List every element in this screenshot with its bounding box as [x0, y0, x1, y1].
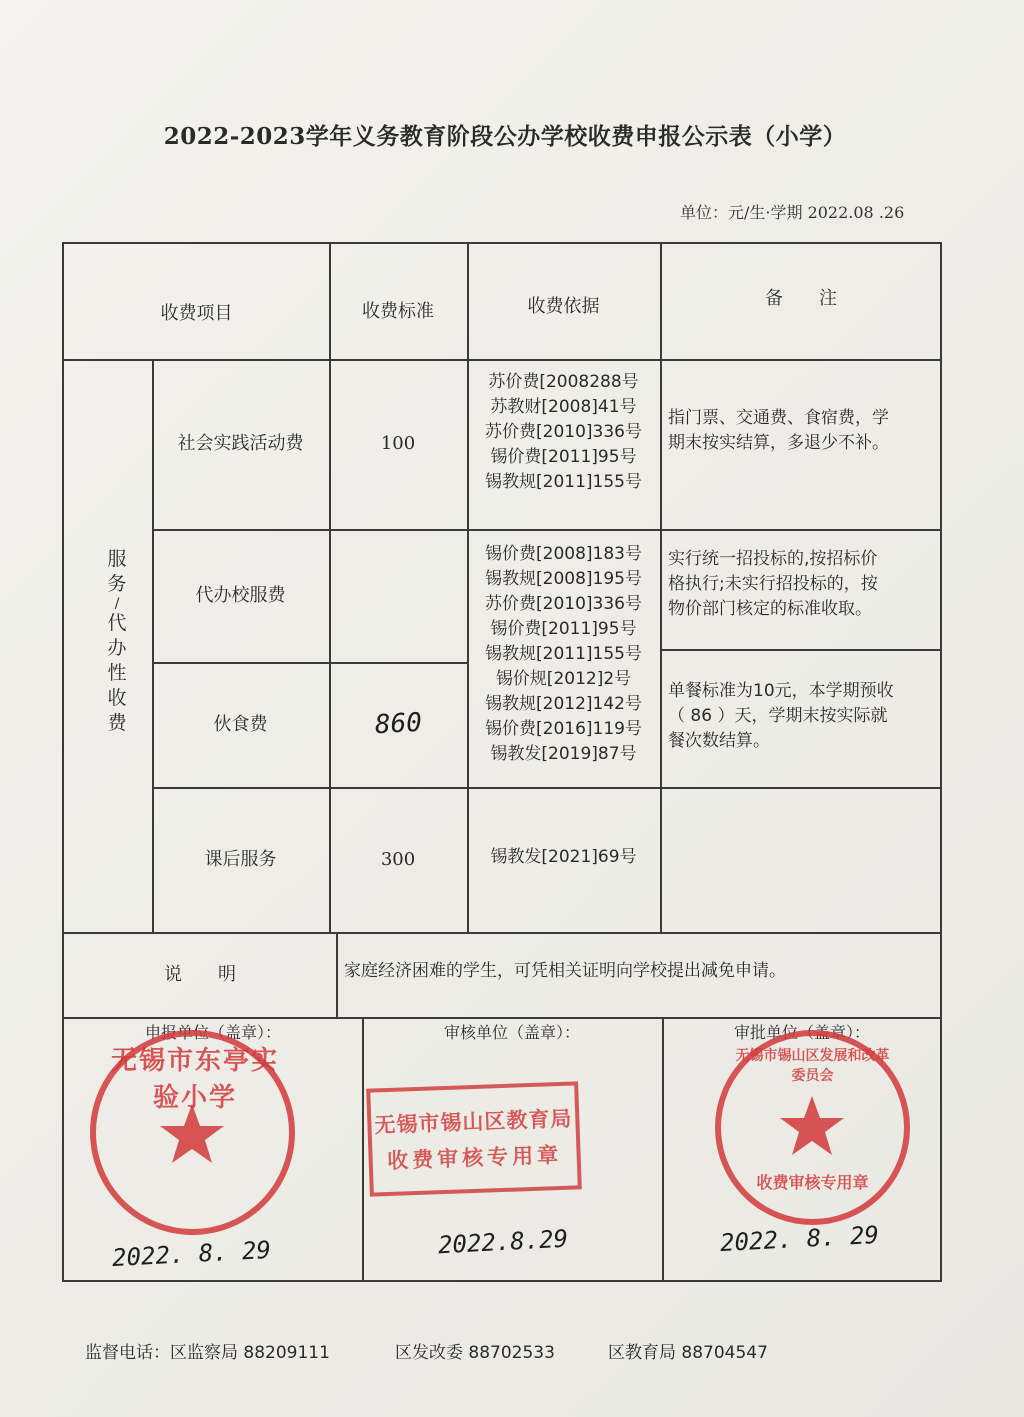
- explanation-text: 家庭经济困难的学生，可凭相关证明向学校提出减免申请。: [344, 961, 786, 981]
- education-bureau-seal: 无锡市锡山区教育局 收费审核专用章: [366, 1081, 582, 1196]
- signature-label-reviewer: 审核单位（盖章）：: [443, 1022, 580, 1042]
- header-standard: 收费标准: [362, 300, 434, 322]
- footer-development-commission: 区发改委 88702533: [395, 1343, 555, 1363]
- basis-after-school: 锡教发[2021]69号: [490, 846, 637, 867]
- commission-seal-subtext: 收费审核专用章: [756, 1173, 869, 1192]
- column-divider: [660, 359, 662, 932]
- item-after-school: 课后服务: [204, 848, 277, 870]
- basis-shared: 锡价费[2008]183号 锡教规[2008]195号 苏价费[2010]336号 锡价费[2011]95号 锡教规[2011]155号 锡价规[2012]2号 锡教规[2012]142号 锡价费[2016]119号 锡教发[2019]87号: [485, 544, 642, 764]
- date-applicant: 2022. 8. 29: [111, 1235, 272, 1273]
- standard-after-school: 300: [380, 848, 416, 870]
- school-seal-text: 无锡市东亭实验小学: [110, 1046, 279, 1113]
- standard-meals: 860: [373, 707, 423, 740]
- explanation-label: 说 明: [164, 963, 236, 985]
- column-divider: [336, 932, 338, 1017]
- footer-education-bureau: 区教育局 88704547: [608, 1343, 768, 1363]
- row-divider: [660, 649, 942, 651]
- date-reviewer: 2022.8.29: [437, 1224, 569, 1260]
- header-basis: 收费依据: [527, 295, 600, 317]
- date-approver: 2022. 8. 29: [719, 1220, 880, 1258]
- item-meals: 伙食费: [213, 713, 268, 735]
- basis-social-practice: 苏价费[2008288号 苏教财[2008]41号 苏价费[2010]336号 锡价费[2011]95号 锡教规[2011]155号: [485, 372, 642, 492]
- standard-social-practice: 100: [380, 433, 416, 455]
- remark-meals: 单餐标准为10元，本学期预收 （ 86 ）天，学期末按实际就 餐次数结算。: [668, 681, 894, 751]
- commission-seal-text: 无锡市锡山区发展和改革委员会: [735, 1048, 890, 1084]
- remark-uniform: 实行统一招投标的,按招标价 格执行;未实行招投标的，按 物价部门核定的标准收取。: [668, 549, 878, 619]
- unit-date-line: 单位：元/生·学期 2022.08 .26: [680, 203, 905, 222]
- remark-social-practice: 指门票、交通费、食宿费，学 期末按实结算，多退少不补。: [668, 408, 889, 453]
- header-remark: 备 注: [765, 288, 837, 310]
- column-divider: [662, 1017, 664, 1282]
- item-uniform: 代办校服费: [195, 584, 286, 606]
- item-social-practice: 社会实践活动费: [177, 433, 304, 455]
- document-title: 2022-2023学年义务教育阶段公办学校收费申报公示表（小学）: [163, 123, 847, 150]
- signature-label-approver: 审批单位（盖章）：: [733, 1022, 870, 1042]
- footer-monitor-label: 监督电话：区监察局 88209111: [85, 1343, 330, 1363]
- category-label: 服 务 / 代 办 性 收 费: [107, 548, 127, 734]
- signature-label-applicant: 申报单位（盖章）：: [144, 1022, 281, 1042]
- header-item: 收费项目: [160, 303, 233, 325]
- column-divider: [362, 1017, 364, 1282]
